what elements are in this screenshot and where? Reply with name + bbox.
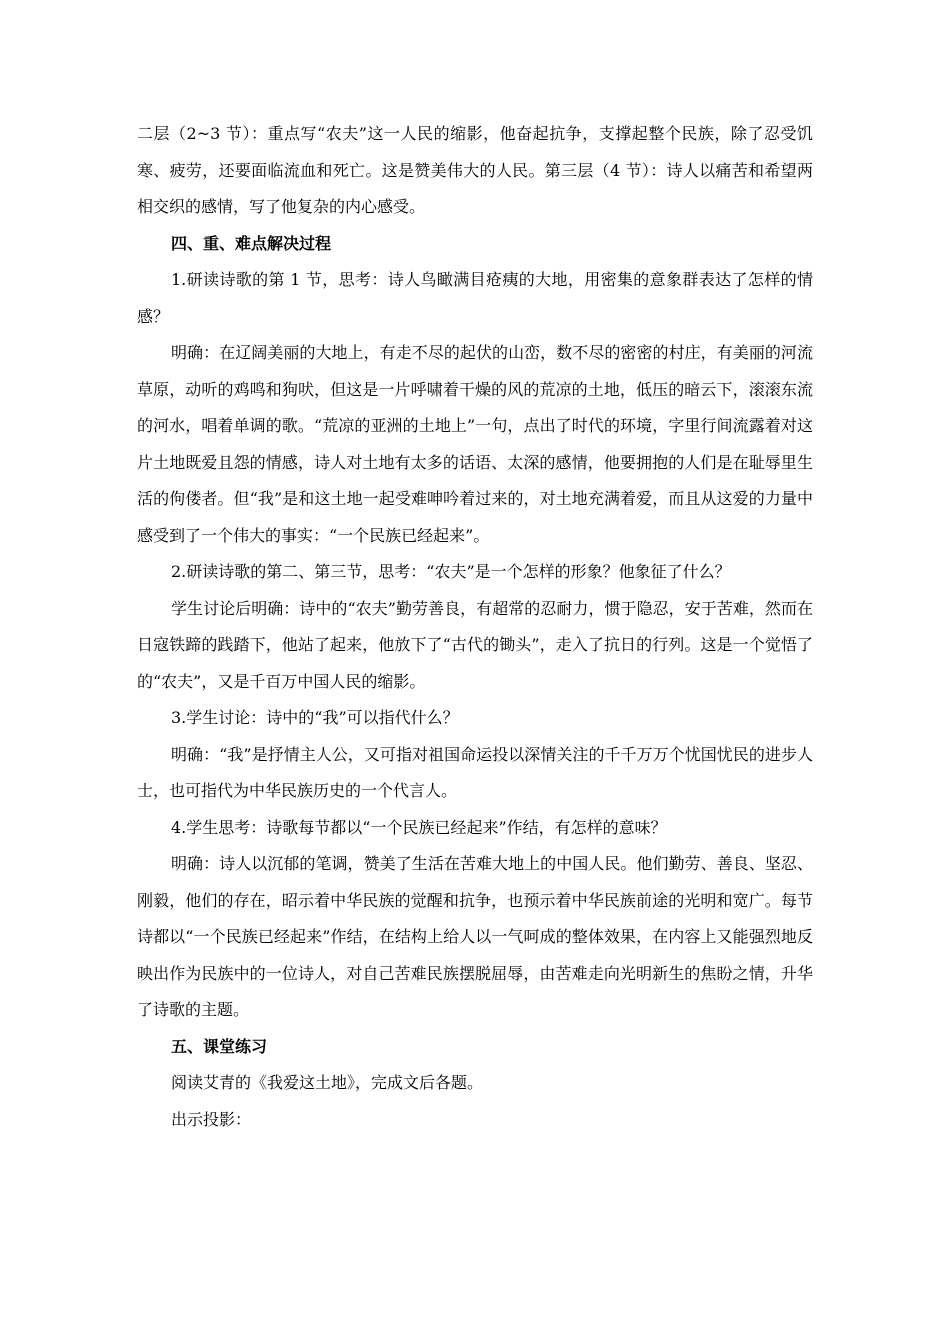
question-3-who-is-i: 3.学生讨论：诗中的“我”可以指代什么？ [171, 708, 459, 727]
show-projection: 出示投影： [171, 1109, 252, 1129]
answer-1-stanza-one: 明确：在辽阔美丽的大地上，有走不尽的起伏的山峦，数不尽的密密的村庄，有美丽的河流草原，动听的鸡鸣和狗吠，但这是一片呼啸着干燥的风的荒凉的土地，低压的暗云下，滚滚东流的河水，唱着单调的歌。“荒凉的亚洲的土地上”一句，点出了时代的环境，字里行间流露着对这片土地既爱且怨的情感，诗人对土地有太多的话语、太深的感情，他要拥抱的人们是在耻辱里生活的佝偻者。但“我”是和这土地一起受难呻吟着过来的，对土地充满着爱，而且从这爱的力量中感受到了一个伟大的事实：“一个民族已经起来”。 [137, 343, 813, 545]
question-1-stanza-one: 1.研读诗歌的第 1 节，思考：诗人鸟瞰满目疮痍的大地，用密集的意象群表达了怎样的情感？ [137, 270, 813, 326]
answer-4-refrain-meaning: 明确：诗人以沉郁的笔调，赞美了生活在苦难大地上的中国人民。他们勤劳、善良、坚忍、刚毅，他们的存在，昭示着中华民族的觉醒和抗争，也预示着中华民族前途的光明和宽广。每节诗都以“一个民族已经起来”作结，在结构上给人以一气呵成的整体效果，在内容上又能强烈地反映出作为民族中的一位诗人，对自己苦难民族摆脱屈辱，由苦难走向光明新生的焦盼之情，升华了诗歌的主题。 [137, 854, 813, 1019]
document-page [137, 116, 813, 1138]
question-4-refrain-meaning: 4.学生思考：诗歌每节都以“一个民族已经起来”作结，有怎样的意味？ [171, 817, 667, 837]
paragraph-section-layers: 二层（2~3 节）：重点写“农夫”这一人民的缩影，他奋起抗争，支撑起整个民族，除了忍受饥寒、疲劳，还要面临流血和死亡。这是赞美伟大的人民。第三层（4 节）：诗人以痛苦和希望两相交织的感情，写了他复杂的内心感受。 [137, 124, 813, 216]
heading-key-points-process: 四、重、难点解决过程 [171, 233, 332, 253]
question-2-farmer-image: 2.研读诗歌的第二、第三节，思考：“农夫”是一个怎样的形象？他象征了什么？ [171, 562, 731, 581]
heading-class-exercise: 五、课堂练习 [171, 1036, 268, 1056]
answer-3-who-is-i: 明确：“我”是抒情主人公，又可指对祖国命运投以深情关注的千千万万个忧国忧民的进步人士，也可指代为中华民族历史的一个代言人。 [137, 744, 813, 800]
answer-2-farmer-image: 学生讨论后明确：诗中的“农夫”勤劳善良，有超常的忍耐力，惯于隐忍，安于苦难，然而在日寇铁蹄的践踏下，他站了起来，他放下了“古代的锄头”，走入了抗日的行列。这是一个觉悟了的“农夫”，又是千百万中国人民的缩影。 [137, 598, 813, 691]
exercise-instruction: 阅读艾青的《我爱这土地》，完成文后各题。 [171, 1073, 484, 1092]
